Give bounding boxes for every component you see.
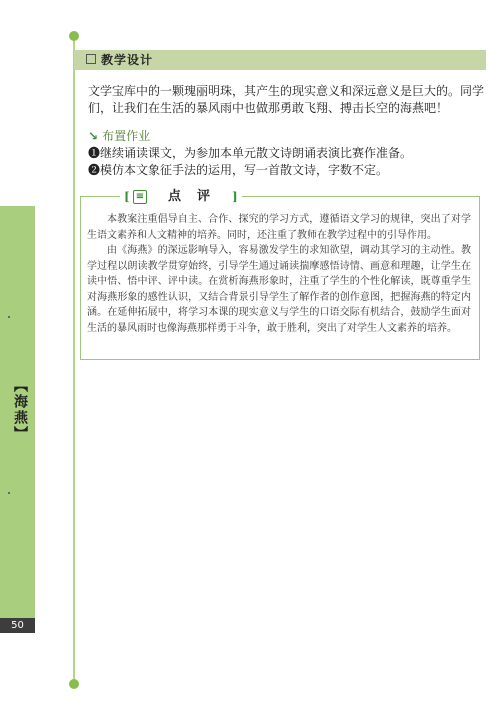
item-number: ❶ — [88, 146, 101, 160]
page-number: 50 — [0, 618, 35, 633]
sidebar-mark — [8, 492, 10, 494]
homework-item — [88, 145, 412, 162]
intro-paragraph: 文学宝库中的一颗瑰丽明珠，其产生的现实意义和深远意义是巨大的。同学们，让我们在生活的暴风雨中也做那勇敢飞翔、搏击长空的海燕吧！ — [88, 84, 485, 115]
lesson-title: 【海燕】 — [12, 378, 28, 442]
margin-dot-top — [69, 31, 79, 41]
bracket-left-icon: [ — [124, 190, 130, 204]
section-title: 教学设计 — [101, 53, 154, 67]
homework-item — [88, 162, 388, 179]
homework-item-text: 继续诵读课文，为参加本单元散文诗朗诵表演比赛作准备。 — [100, 146, 413, 160]
margin-line — [73, 36, 75, 686]
review-paragraph: 由《海燕》的深远影响导入，容易激发学生的求知欲望，调动其学习的主动性。教学过程以朗读教学贯穿始终，引导学生通过诵读揣摩感悟诗情、画意和理趣，让学生在读中悟、悟中评、评中读。在赏析海燕形象时，注重了学生的个性化解读，既尊重学生对海燕形象的感性认识，又结合背景引导学生了解作者的创作意图，把握海燕的特定内涵。在延伸拓展中，将学习本课的现实意义与学生的口语交际有机结合，鼓励学生面对生活的暴风雨时也像海燕那样勇于斗争，敢于胜利，突出了对学生人文素养的培养。 — [87, 245, 471, 334]
homework-heading — [88, 128, 150, 145]
sidebar-mark — [8, 316, 10, 318]
item-number: ❷ — [88, 163, 101, 177]
arrow-icon: ↘ — [88, 129, 99, 143]
homework-item-text: 模仿本文象征手法的运用，写一首散文诗，字数不定。 — [100, 163, 389, 177]
review-title: 点评 — [168, 189, 227, 204]
review-paragraph: 本教案注重倡导自主、合作、探究的学习方式，遵循语文学习的规律，突出了对学生语文素养和人文精神的培养。同时，还注重了教师在教学过程中的引导作用。 — [87, 214, 471, 241]
comment-icon: ≡ — [133, 190, 147, 204]
margin-dot-bottom — [69, 679, 79, 689]
homework-heading-label: 布置作业 — [102, 129, 151, 143]
checkbox-icon — [86, 54, 96, 64]
bracket-right-icon: ] — [232, 190, 238, 204]
review-text — [87, 212, 471, 336]
